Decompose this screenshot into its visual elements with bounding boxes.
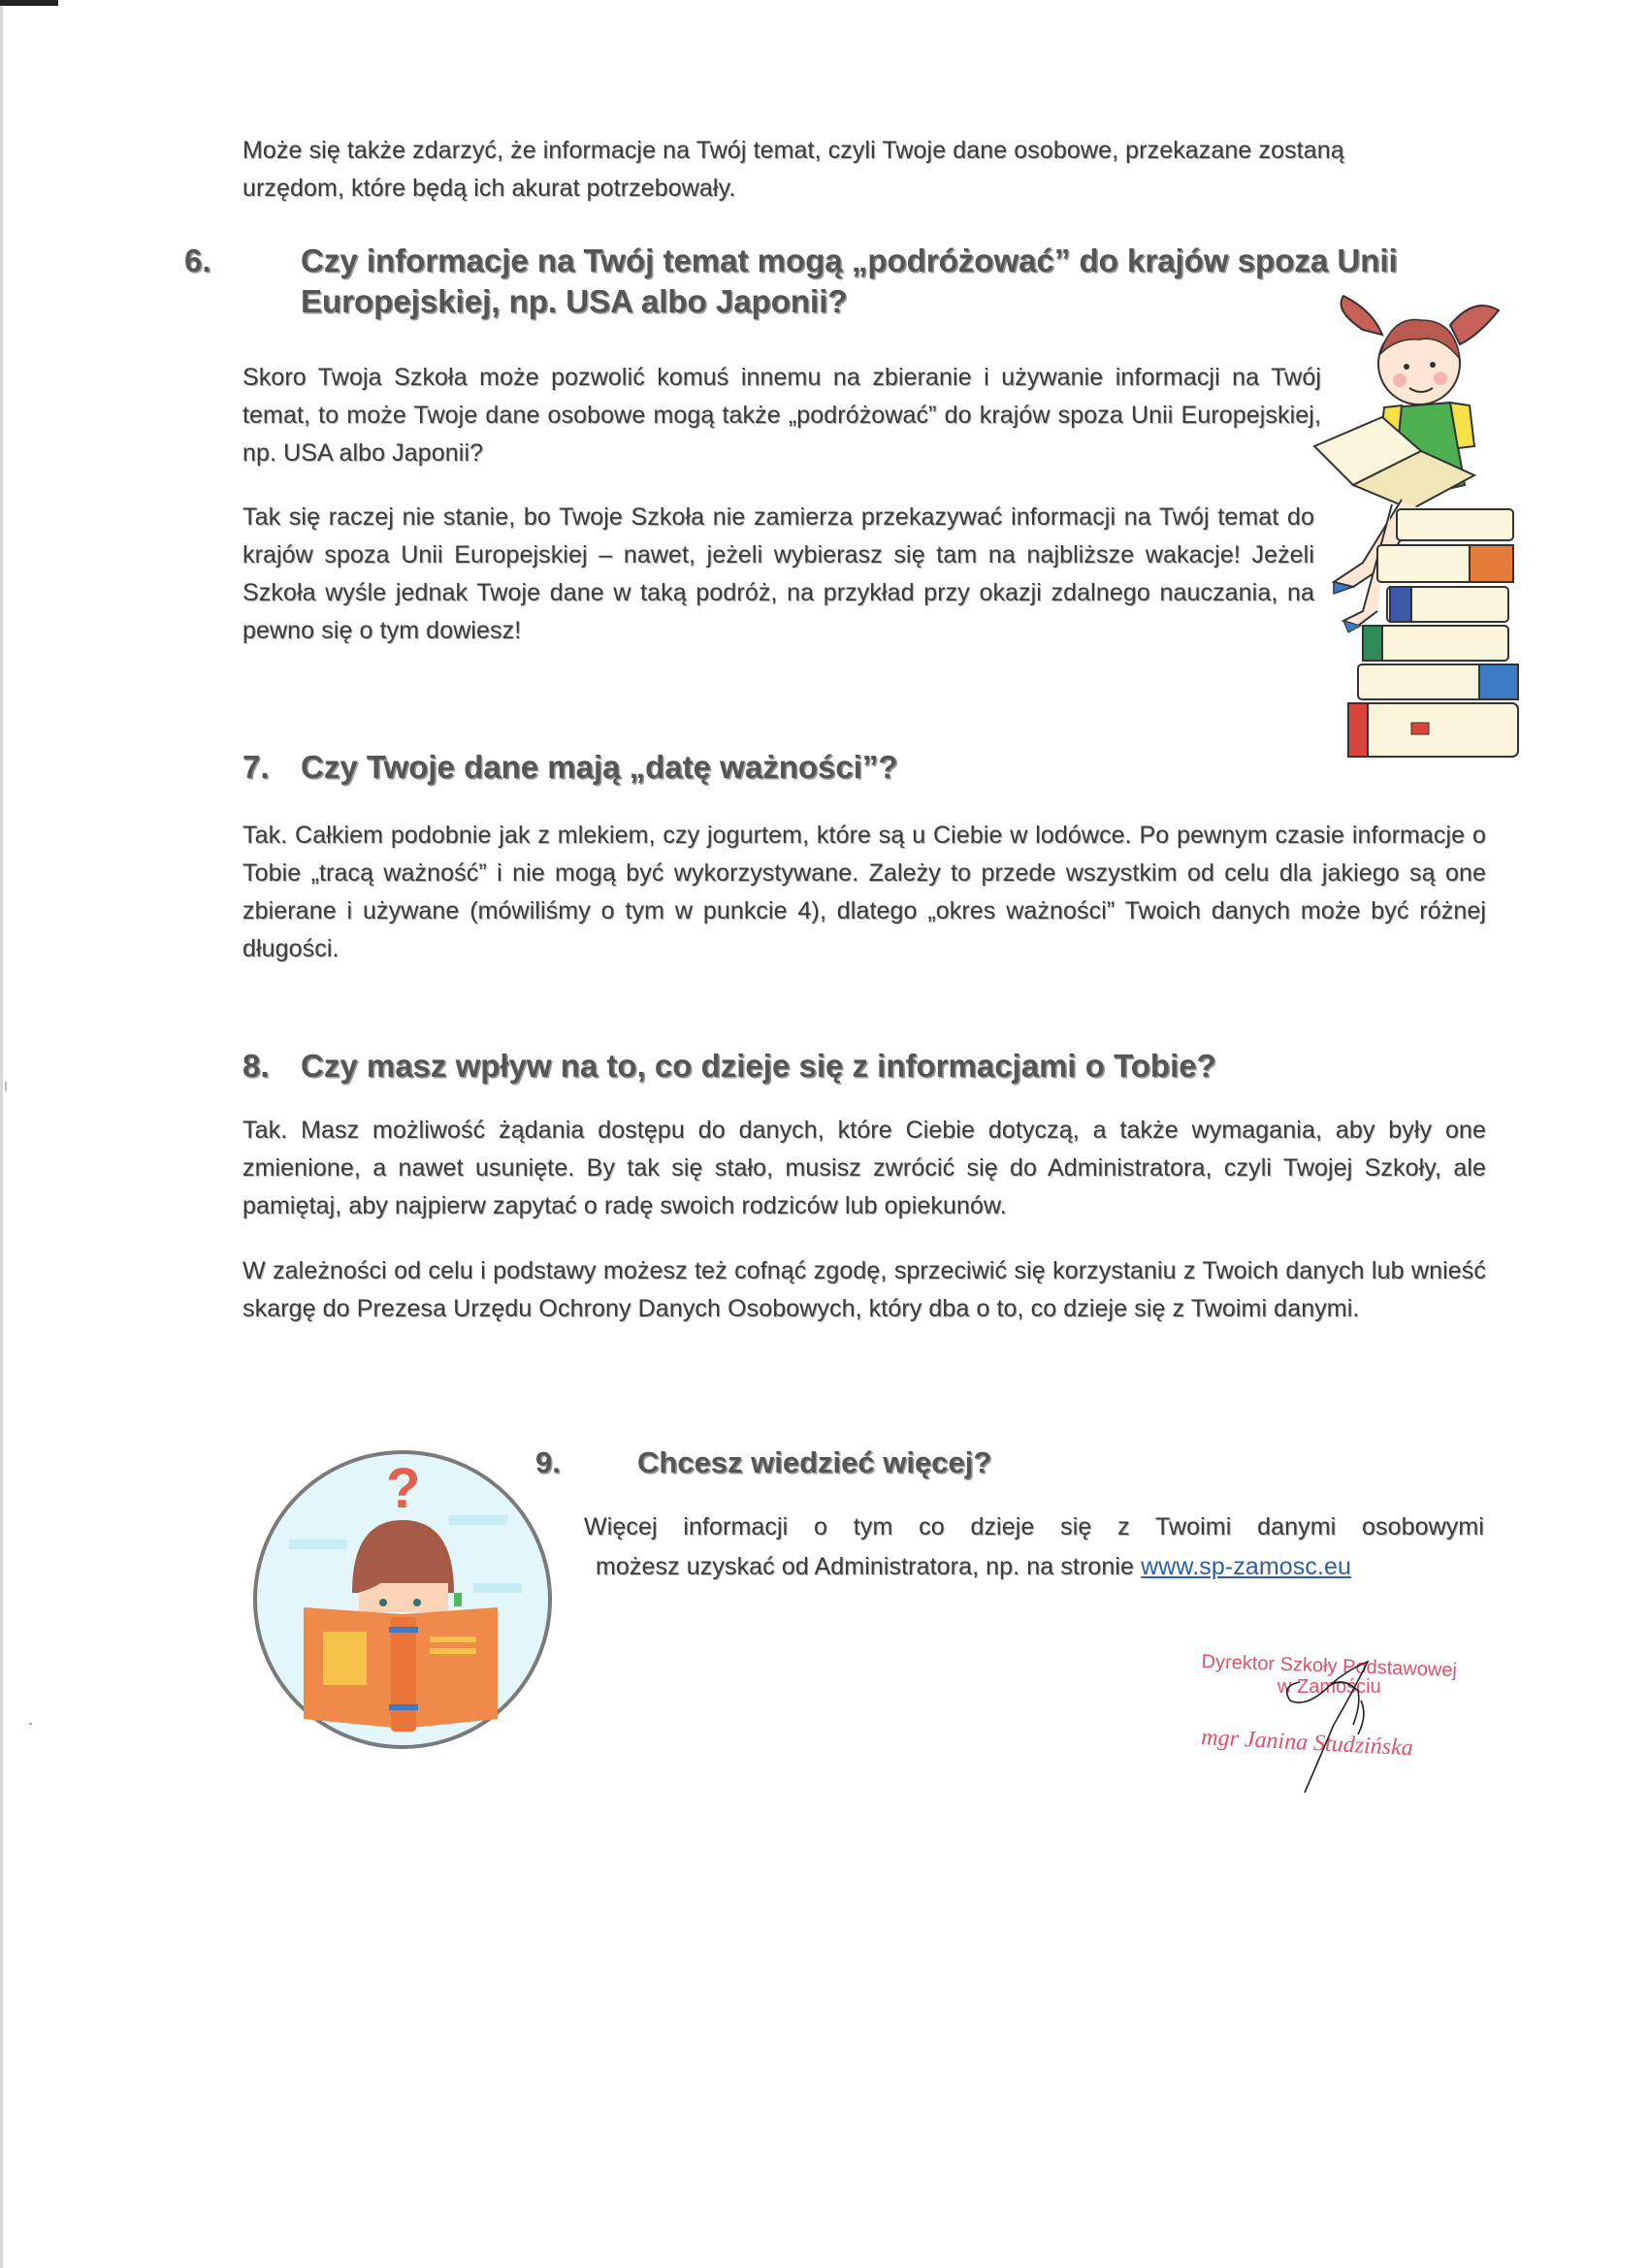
section-9-line-2	[596, 1548, 1498, 1586]
section-8-heading	[242, 1046, 1455, 1086]
section-title: Europejskiej, np. USA albo Japonii?	[301, 283, 848, 319]
intro-line: urzędom, które będą ich akurat potrzebowały.	[242, 175, 736, 202]
scan-corner-mark	[0, 0, 58, 6]
website-link[interactable]: www.sp-zamosc.eu	[1141, 1553, 1352, 1580]
stamp-line: Dyrektor Szkoły Podstawowej	[1201, 1651, 1458, 1682]
intro-paragraph	[242, 132, 1484, 208]
section-title: Czy Twoje dane mają „datę ważności”?	[301, 749, 898, 785]
intro-line: Może się także zdarzyć, że informacje na Twój temat, czyli Twoje dane osobowe, przekazane zostaną	[242, 137, 1344, 164]
section-9-heading	[535, 1442, 1311, 1483]
svg-text:?: ?	[386, 1457, 421, 1520]
section-6-paragraph-2: Tak się raczej nie stanie, bo Twoje Szkoła nie zamierza przekazywać informacji na Twój temat do krajów spoza Unii Europejskiej – nawet, jeżeli wybierasz się tam na najbliższe wakacje! Jeżeli Szkoła wyśle jednak Twoje dane w taką podróż, na przykład przy okazji zdalnego nauczania, na pewno się o tym dowiesz!	[242, 503, 1314, 644]
section-number: 6.	[184, 243, 211, 278]
section-number: 9.	[535, 1445, 561, 1479]
girl-on-books-illustration	[1305, 291, 1528, 766]
section-title: Czy masz wpływ na to, co dzieje się z informacjami o Tobie?	[301, 1048, 1216, 1084]
stamp-name: mgr Janina Studzińska	[1200, 1725, 1414, 1762]
scan-edge	[0, 0, 3, 2268]
child-reading-circle-illustration	[250, 1447, 556, 1753]
scan-speck	[29, 1723, 32, 1725]
section-number: 8.	[242, 1048, 270, 1084]
section-title: Czy informacje na Twój temat mogą „podróżować” do krajów spoza Unii	[301, 243, 1398, 278]
section-8-paragraph-1: Tak. Masz możliwość żądania dostępu do danych, które Ciebie dotyczą, a także wymagania, aby były one zmienione, a nawet usunięte. By tak się stało, musisz zwrócić się do Administratora, czyli Twojej Szkoły, ale pamiętaj, aby najpierw zapytać o radę swoich rodziców lub opiekunów.	[242, 1117, 1486, 1219]
section-9-text: możesz uzyskać od Administratora, np. na stronie	[596, 1553, 1135, 1580]
section-8-paragraph-2: W zależności od celu i podstawy możesz też cofnąć zgodę, sprzeciwić się korzystaniu z Twoich danych lub wnieść skargę do Prezesa Urzędu Ochrony Danych Osobowych, który dba o to, co dzieje się z Twoimi danymi.	[242, 1257, 1486, 1322]
section-number: 7.	[242, 749, 270, 785]
section-title: Chcesz wiedzieć więcej?	[637, 1445, 992, 1479]
section-7-heading	[242, 747, 1406, 788]
stamp-line: w Zamościu	[1277, 1676, 1381, 1698]
section-7-paragraph-1: Tak. Całkiem podobnie jak z mlekiem, czy jogurtem, które są u Ciebie w lodówce. Po pewnym czasie informacje o Tobie „tracą ważność” i nie mogą być wykorzystywane. Zależy to przede wszystkim od celu dla jakiego są one zbierane i używane (mówiliśmy o tym w punkcie 4), dlatego „okres ważności” Twoich danych może być różnej długości.	[242, 822, 1486, 962]
director-stamp	[1198, 1647, 1508, 1822]
scan-speck	[5, 1082, 7, 1091]
section-6-paragraph-1: Skoro Twoja Szkoła może pozwolić komuś innemu na zbieranie i używanie informacji na Twój temat, to może Twoje dane osobowe mogą także „podróżować” do krajów spoza Unii Europejskiej, np. USA albo Japonii?	[242, 364, 1321, 467]
handwritten-signature	[1198, 1647, 1508, 1822]
section-9-line-1: Więcej informacji o tym co dzieje się z Twoimi danymi osobowymi	[584, 1513, 1484, 1540]
